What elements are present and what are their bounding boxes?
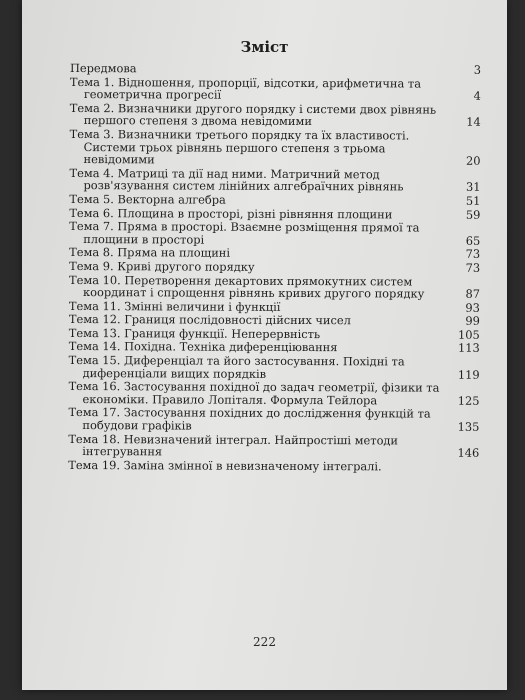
toc-entry	[69, 354, 484, 381]
toc-entry-title: Тема 13. Границя функції. Неперервність	[68, 325, 321, 341]
toc-entry	[70, 102, 485, 129]
toc-entry-page: 31	[465, 180, 481, 195]
toc-entry	[69, 167, 484, 194]
toc-entry-page: 14	[466, 115, 481, 130]
toc-entry-page: 146	[457, 445, 480, 461]
toc-entry-title: Тема 6. Площина в просторі, різні рівняння площини	[69, 205, 393, 221]
toc-entry	[69, 380, 484, 407]
toc-entry-title: Тема 3. Визначники третього порядку та їх властивості. Системи трьох рівнянь першого степеня з трьома невідомими	[69, 126, 410, 167]
toc-entry-title: Тема 10. Перетворення декартових прямокутних систем координат і спрощення рівнянь кривих другого порядку	[69, 272, 425, 301]
toc-entry-page: 73	[465, 260, 481, 275]
toc-entry-page: 87	[465, 286, 481, 301]
toc-entry	[69, 220, 484, 247]
toc-entry-title: Тема 11. Змінні величини і функції	[68, 298, 281, 314]
toc-entry-page: 113	[457, 341, 480, 356]
toc-entry	[70, 128, 485, 168]
table-of-contents	[68, 62, 485, 474]
toc-entry-page: 93	[465, 300, 480, 315]
toc-entry-page: 4	[473, 88, 481, 103]
toc-entry-title: Тема 16. Застосування похідної до задач геометрії, фізики та економіки. Правило Лопіталя. Формула Тейлора	[68, 379, 440, 408]
toc-entry	[68, 406, 483, 433]
toc-entry-page: 125	[457, 393, 480, 408]
toc-entry-page: 20	[466, 153, 481, 168]
toc-entry-page: 73	[465, 247, 481, 262]
toc-entry	[69, 193, 484, 207]
page-number: 222	[253, 635, 276, 649]
toc-entry-title: Тема 8. Пряма на площині	[69, 245, 231, 261]
toc-entry-title: Тема 9. Криві другого порядку	[69, 258, 255, 274]
toc-entry	[70, 62, 485, 76]
toc-entry-page: 99	[465, 314, 480, 329]
toc-entry	[68, 433, 483, 460]
toc-entry-title: Тема 19. Заміна змінної в невизначеному інтегралі.	[68, 457, 382, 474]
toc-entry-title: Передмова	[69, 61, 137, 76]
toc-entry-title: Тема 7. Пряма в просторі. Взаємне розміщення прямої та площини в просторі	[69, 219, 420, 247]
toc-entry	[70, 76, 485, 103]
toc-entry-page: 65	[465, 233, 481, 248]
toc-entry-title: Тема 14. Похідна. Техніка диференціювання	[68, 339, 338, 355]
toc-entry-title: Тема 2. Визначники другого порядку і системи двох рівнянь першого степеня з двома невідомими	[69, 100, 437, 129]
toc-entry-page: 135	[457, 419, 480, 434]
toc-entry-title: Тема 12. Границя послідовності дійсних чисел	[68, 312, 351, 328]
contents-heading: Зміст	[240, 38, 289, 56]
toc-entry-title: Тема 18. Невизначений інтеграл. Найпростіші методи інтегрування	[68, 431, 399, 459]
toc-entry-page: 3	[473, 62, 482, 77]
toc-entry-page: 119	[457, 367, 480, 382]
book-page	[22, 0, 507, 690]
toc-entry-title: Тема 15. Диференціал та його застосування. Похідні та диференціали вищих порядків	[68, 353, 405, 381]
toc-entry-page: 51	[465, 193, 481, 208]
toc-entry	[69, 273, 484, 300]
toc-entry-title: Тема 5. Векторна алгебра	[69, 191, 226, 207]
toc-entry-title: Тема 1. Відношення, пропорції, відсотки, арифметична та геометрична прогресії	[69, 74, 422, 102]
toc-entry-page: 105	[458, 327, 480, 342]
toc-entry-title: Тема 4. Матриці та дії над ними. Матричний метод розв'язування систем лінійних алгебраїчних рівнянь	[69, 165, 404, 194]
toc-entry-page: 59	[465, 207, 481, 222]
toc-entry	[69, 260, 484, 274]
toc-entry	[68, 459, 483, 473]
toc-entry-title: Тема 17. Застосування похідних до дослідження функцій та побудови графіків	[68, 405, 431, 433]
